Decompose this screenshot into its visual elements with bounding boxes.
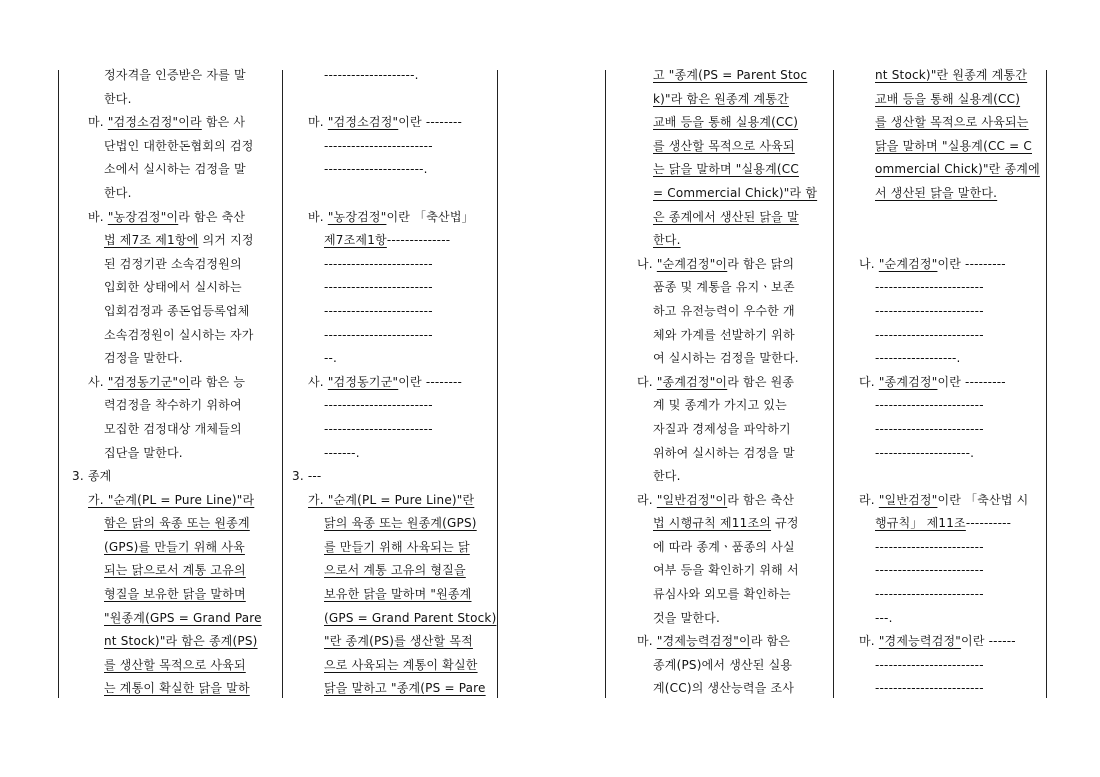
text-line [292,229,492,253]
text-line [621,158,827,182]
text-segment: 라. [859,492,879,507]
text-segment: 라 함은 축산 [178,209,246,224]
text-segment: 닭을 말하며 "실용계(CC = C [875,138,1032,153]
text-segment: 를 생산할 목적으로 사육되는 [875,115,1029,130]
column-current-left [72,64,278,701]
text-segment: 는 계통이 확실한 닭을 말하 [104,681,250,696]
text-line: 입회한 상태에서 실시하는 [104,280,242,295]
text-line: --------------------. [324,68,419,82]
text-segment: 이란 --------- [937,374,1006,389]
text-segment: 나. [859,256,879,271]
text-line [843,465,1043,489]
text-segment: "종계검정" [878,374,938,389]
text-segment: 은 종계에서 생산된 닭을 말 [653,209,799,224]
text-segment: 마. [308,115,328,130]
text-line [72,229,278,253]
text-segment: 교배 등을 통해 실용계(CC) [653,115,799,130]
text-segment: 이란 --------- [937,256,1006,271]
text-line: -------. [324,445,360,460]
text-line: ---. [875,610,893,625]
column-revised-left [292,64,497,701]
column-rule-6 [1046,70,1047,698]
text-line: 된 검정기관 소속검정원의 [104,256,242,271]
text-segment: 교배 등을 통해 실용계(CC) [875,91,1021,106]
text-segment: = Commercial Chick)"라 함 [653,185,818,200]
text-line: ------------------------ [875,681,984,696]
text-line: 한다. [104,91,132,106]
text-segment: 라 함은 축산 [727,492,795,507]
text-segment: 사. [88,374,108,389]
text-line [843,630,1043,654]
text-segment: 라 함은 닭의 [727,256,795,271]
text-line: ------------------------ [875,539,984,554]
text-line [292,654,492,678]
text-line: 검정을 말한다. [104,351,183,366]
text-line [72,206,278,230]
text-line: ------------------------ [875,327,984,342]
text-line: 것을 말한다. [653,610,720,625]
text-line [72,607,278,631]
text-line: ------------------------ [324,138,433,153]
text-line: ---------------------. [875,445,975,460]
text-line [621,182,827,206]
text-line [72,111,278,135]
text-segment: 이란 「축산법」 [386,209,474,224]
text-line: ------------------------ [324,421,433,436]
text-line [72,512,278,536]
text-line [843,88,1043,112]
text-line: ------------------------ [324,280,433,295]
text-line [621,64,827,88]
text-line: 정자격을 인증받은 자를 말 [104,68,246,82]
text-line [292,88,492,112]
text-segment: 행규칙」 제11조 [875,516,966,531]
text-segment: "일반검정" [878,492,938,507]
text-line [72,371,278,395]
text-line: 종계(PS)에서 생산된 실용 [653,657,793,672]
text-segment: ---------- [965,516,1012,531]
text-line: 계(CC)의 생산능력을 조사 [653,681,795,696]
text-line [621,206,827,230]
text-segment: 바. [308,209,328,224]
text-segment: "검정동기군" [327,374,399,389]
text-line: ------------------------ [324,398,433,413]
text-line: 하고 유전능력이 우수한 개 [653,303,795,318]
text-line [72,489,278,513]
text-segment: "종계검정"이 [656,374,728,389]
text-segment: 를 생산할 목적으로 사육되 [653,138,795,153]
column-revised-right [843,64,1043,701]
text-line [843,182,1043,206]
text-line [292,536,492,560]
text-line [843,512,1043,536]
text-segment: "검정소검정" [327,115,399,130]
text-segment: 제7조제1항 [324,233,387,248]
text-line [72,536,278,560]
text-segment: "농장검정"이 [107,209,179,224]
text-line: 모집한 검정대상 개체들의 [104,421,242,436]
text-line [843,229,1043,253]
text-line [621,111,827,135]
text-segment: 고 "종계(PS = Parent Stoc [653,68,808,82]
text-line [72,677,278,701]
column-rule-5 [833,70,834,698]
text-segment: (GPS = Grand Parent Stock) [324,610,497,625]
text-segment: 가. "순계(PL = Pure Line)"라 [88,492,255,507]
text-line [292,489,492,513]
text-line: --. [324,351,338,366]
text-segment: 를 만들기 위해 사육되는 닭 [324,539,470,554]
text-line: 자질과 경제성을 파악하기 [653,421,791,436]
text-line [843,489,1043,513]
text-segment: 라 함은 능 [190,374,246,389]
text-line [292,607,497,631]
text-segment: "농장검정" [327,209,387,224]
text-line: 여 실시하는 검정을 말한다. [653,351,799,366]
text-line: ------------------------ [875,398,984,413]
text-segment: 법 시행규칙 제11조의 [653,516,772,531]
text-segment: (GPS)를 만들기 위해 사육 [104,539,245,554]
text-segment: "순계검정"이 [656,256,728,271]
text-line: ------------------------ [875,280,984,295]
text-segment: "원종계(GPS = Grand Pare [104,610,262,625]
text-line [843,253,1043,277]
text-line [292,111,492,135]
text-line: 3. --- [292,469,322,484]
text-line [72,630,278,654]
text-line: 소속검정원이 실시하는 자가 [104,327,254,342]
text-line [843,111,1043,135]
text-segment: -------------- [386,233,451,248]
text-segment: 의거 지정 [198,233,254,248]
text-segment: 보유한 닭을 말하며 "원종계 [324,587,472,602]
text-line: ------------------------ [875,563,984,578]
text-line [843,206,1043,230]
text-segment: 되는 닭으로서 계통 고유의 [104,563,246,578]
text-line: 여부 등을 확인하기 위해 서 [653,563,799,578]
text-segment: 닭을 말하고 "종계(PS = Pare [324,681,486,696]
text-segment: 다. [637,374,657,389]
text-segment: 함은 닭의 육종 또는 원종계 [104,516,250,531]
column-rule-4 [605,70,606,698]
column-rule-1 [58,70,59,698]
text-line: 한다. [104,185,132,200]
text-line: 체와 가계를 선발하기 위하 [653,327,795,342]
text-segment: ommercial Chick)"란 종계에 [875,162,1040,177]
text-line: ------------------------ [875,587,984,602]
text-segment: 닭의 육종 또는 원종계(GPS) [324,516,477,531]
text-line: 계 및 종계가 가지고 있는 [653,398,787,413]
text-line [621,512,827,536]
text-segment: 사. [308,374,328,389]
text-line [72,559,278,583]
text-line [292,583,492,607]
text-line: ----------------------. [324,162,428,177]
text-line: 품종 및 계통을 유지ㆍ보존 [653,280,795,295]
text-segment: "순계검정" [878,256,938,271]
text-segment: 형질을 보유한 닭을 말하며 [104,587,246,602]
text-line [621,229,827,253]
text-line: 소에서 실시하는 검정을 말 [104,162,246,177]
text-segment: "일반검정"이 [656,492,728,507]
text-segment: 가. "순계(PL = Pure Line)"란 [308,492,475,507]
text-line [621,88,827,112]
text-line [292,559,492,583]
text-line [292,371,492,395]
text-segment: 으로 사육되는 계통이 확실한 [324,657,478,672]
text-line [621,630,827,654]
column-rule-3 [497,70,498,698]
text-line [292,677,492,701]
text-line: 력검정을 착수하기 위하여 [104,398,242,413]
text-line [72,583,278,607]
text-line: 에 따라 종계ㆍ품종의 사실 [653,539,795,554]
text-segment: 라 함은 [750,634,791,649]
text-segment: 라. [637,492,657,507]
text-line [843,135,1043,159]
text-line: 집단을 말한다. [104,445,183,460]
text-line [72,654,278,678]
text-segment: 한다. [653,233,681,248]
text-line: 한다. [653,469,681,484]
text-line [292,206,492,230]
text-segment: "란 종계(PS)를 생산할 목적 [324,634,473,649]
text-segment: 이란 -------- [398,115,463,130]
text-line [621,371,827,395]
text-line [621,135,827,159]
text-line [843,158,1043,182]
text-segment: 이란 -------- [398,374,463,389]
text-line: 류심사와 외모를 확인하는 [653,587,791,602]
text-line [843,64,1043,88]
text-segment: 마. [88,115,108,130]
text-segment: 는 닭을 말하며 "실용계(CC [653,162,799,177]
text-line [292,512,492,536]
text-segment: 으로서 계통 고유의 형질을 [324,563,466,578]
text-line: ------------------------ [875,421,984,436]
text-segment: "경제능력검정"이 [656,634,751,649]
text-line [621,253,827,277]
text-segment: 법 제7조 제1항에 [104,233,199,248]
text-segment: 라 함은 원종 [727,374,795,389]
text-segment: nt Stock)"란 원종계 계통간 [875,68,1028,82]
text-segment: 규정 [771,516,799,531]
text-segment: 나. [637,256,657,271]
text-segment: 서 생산된 닭을 말한다. [875,185,998,200]
text-line: ------------------------ [875,303,984,318]
column-current-right [621,64,827,701]
text-segment: k)"라 함은 원종계 계통간 [653,91,789,106]
text-segment: 이란 ------ [961,634,1016,649]
text-line [843,371,1043,395]
text-line [621,489,827,513]
column-rule-2 [282,70,283,698]
text-line [292,630,492,654]
text-line: 3. 종계 [72,469,112,484]
text-line: ------------------------ [324,327,433,342]
text-line: 입회검정과 종돈업등록업체 [104,303,250,318]
text-line: ------------------------ [875,657,984,672]
text-line: 단법인 대한한돈협회의 검정 [104,138,254,153]
text-line: 위하여 실시하는 검정을 말 [653,445,795,460]
text-line: ------------------. [875,351,961,366]
text-segment: 를 생산할 목적으로 사육되 [104,657,246,672]
text-line [292,182,492,206]
text-segment: "경제능력검정" [878,634,962,649]
text-segment: 마. [637,634,657,649]
text-segment: "검정동기군"이 [107,374,191,389]
text-segment: 바. [88,209,108,224]
text-segment: 다. [859,374,879,389]
text-line: ------------------------ [324,303,433,318]
text-segment: nt Stock)"라 함은 종계(PS) [104,634,258,649]
text-segment: 이란 「축산법 시 [937,492,1029,507]
text-segment: 함은 사 [201,115,246,130]
text-segment: "검정소검정"이라 [107,115,202,130]
text-segment: 마. [859,634,879,649]
text-line: ------------------------ [324,256,433,271]
